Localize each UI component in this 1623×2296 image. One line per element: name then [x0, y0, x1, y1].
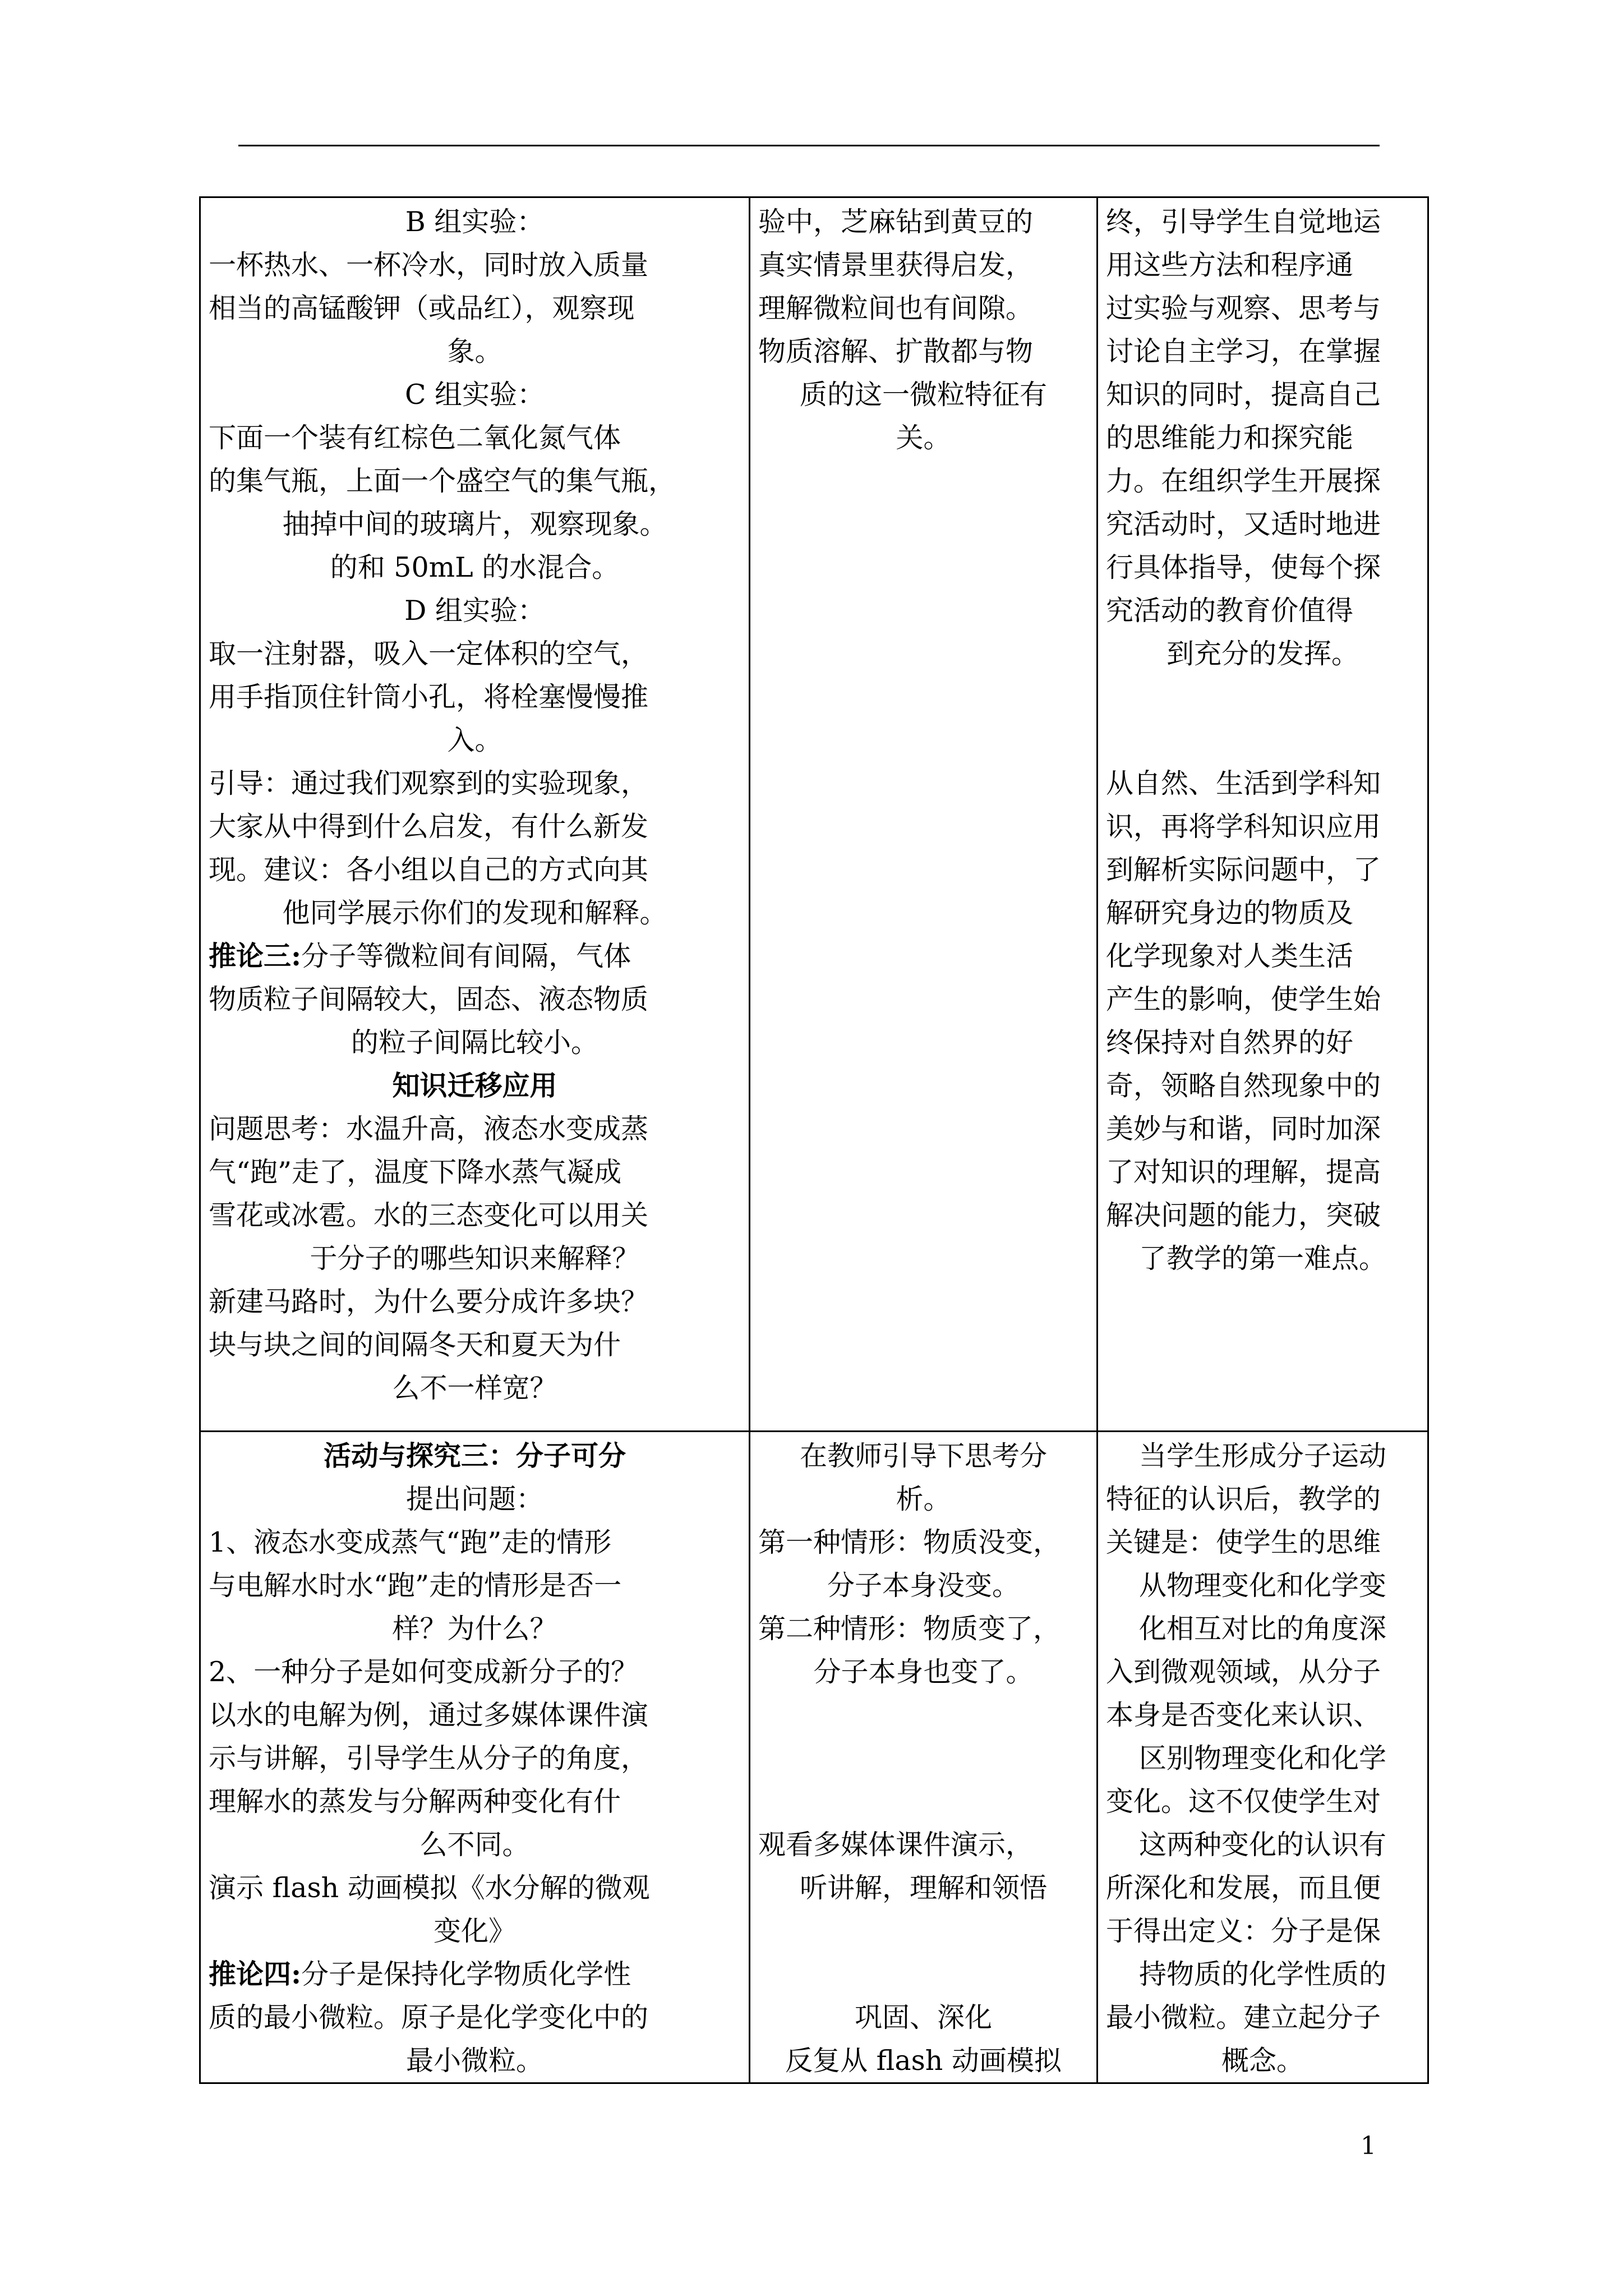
text-line [209, 503, 741, 546]
text-line [1106, 243, 1419, 287]
text-line [1106, 1953, 1419, 1996]
line-text: 最小微粒。建立起分子 [1106, 2001, 1381, 2033]
text-line [1106, 1107, 1419, 1151]
text-line [209, 330, 741, 373]
line-text: 这两种变化的认识有 [1138, 1829, 1386, 1861]
text-line [209, 935, 741, 978]
text-line [209, 1434, 741, 1478]
line-text: 理解微粒间也有间隙。 [758, 292, 1034, 324]
line-text: 分子等微粒间有间隔，气体 [301, 940, 631, 972]
text-line [1106, 1737, 1419, 1780]
spacer [758, 1694, 1089, 1823]
line-text: 一杯热水、一杯冷水，同时放入质量 [209, 249, 649, 281]
line-text: 提出问题： [405, 1483, 543, 1515]
line-text: 入到微观领域，从分子 [1106, 1656, 1381, 1688]
text-line [209, 1910, 741, 1953]
teacher-activity-text [209, 200, 741, 1410]
line-text: 在教师引导下思考分 [799, 1440, 1047, 1472]
line-text: 引导：通过我们观察到的实验现象， [209, 767, 649, 799]
line-text: 雪花或冰雹。水的三态变化可以用关 [209, 1199, 649, 1231]
text-line [758, 1823, 1089, 1866]
line-text: 物质溶解、扩散都与物 [758, 335, 1034, 367]
text-line [209, 1823, 741, 1866]
line-text: 于分子的哪些知识来解释？ [310, 1243, 640, 1274]
text-line [209, 459, 741, 503]
text-line [209, 200, 741, 243]
text-line [209, 287, 741, 330]
teacher-activity-cell [200, 1432, 750, 2083]
line-text: 相当的高锰酸钾（或品红），观察现 [209, 292, 635, 324]
text-line [209, 1478, 741, 1521]
line-text: 下面一个装有红棕色二氧化氮气体 [209, 422, 621, 454]
text-line [1106, 1151, 1419, 1194]
line-text: 解决问题的能力，突破 [1106, 1199, 1381, 1231]
text-line [209, 1323, 741, 1366]
line-text: 物质粒子间隔较大，固态、液态物质 [209, 983, 649, 1015]
text-line [758, 2039, 1089, 2082]
text-line [1106, 330, 1419, 373]
text-line [1106, 2039, 1419, 2082]
line-text: 持物质的化学性质的 [1138, 1958, 1386, 1990]
page-number: 1 [1361, 2132, 1376, 2160]
student-activity-cell [750, 1432, 1098, 2083]
text-line [209, 1151, 741, 1194]
table-row [200, 197, 1428, 1432]
text-line [1106, 1478, 1419, 1521]
line-text: 知识的同时，提高自己 [1106, 379, 1381, 411]
text-line [209, 1996, 741, 2039]
text-line [758, 1564, 1089, 1607]
line-text: 现。建议：各小组以自己的方式向其 [209, 854, 649, 886]
text-line [209, 1564, 741, 1607]
design-intent-text [1106, 200, 1419, 1280]
text-line [209, 243, 741, 287]
text-line [1106, 1866, 1419, 1910]
text-line [1106, 373, 1419, 416]
line-text: 样？为什么？ [392, 1613, 557, 1645]
text-line [758, 243, 1089, 287]
text-line [1106, 632, 1419, 675]
line-text: 了对知识的理解，提高 [1106, 1156, 1381, 1188]
line-text: 究活动的教育价值得 [1106, 595, 1354, 627]
line-text: 抽掉中间的玻璃片，观察现象。 [282, 508, 667, 540]
line-text: 么不一样宽？ [392, 1372, 557, 1404]
text-line [209, 1194, 741, 1237]
text-line [1106, 1823, 1419, 1866]
line-text: 活动与探究三：分子可分 [323, 1439, 626, 1472]
text-line [758, 1607, 1089, 1650]
text-line [758, 1478, 1089, 1521]
line-text: 特征的认识后，教学的 [1106, 1483, 1381, 1515]
line-text: 终保持对自然界的好 [1106, 1027, 1354, 1059]
teacher-activity-text [209, 1434, 741, 2082]
text-line [1106, 503, 1419, 546]
text-line [1106, 1194, 1419, 1237]
design-intent-cell [1098, 1432, 1428, 2083]
text-line [209, 632, 741, 675]
text-line [1106, 287, 1419, 330]
text-line [209, 546, 741, 589]
line-text: 行具体指导，使每个探 [1106, 551, 1381, 583]
line-text: 区别物理变化和化学 [1138, 1742, 1386, 1774]
line-text: 气“跑”走了，温度下降水蒸气凝成 [209, 1156, 622, 1188]
text-line [758, 330, 1089, 373]
line-text: C 组实验： [404, 379, 545, 411]
text-line [1106, 1607, 1419, 1650]
line-text: 理解水的蒸发与分解两种变化有什 [209, 1786, 621, 1818]
text-line [1106, 200, 1419, 243]
line-text: 1、液态水变成蒸气“跑”走的情形 [209, 1526, 612, 1558]
line-text: 奇，领略自然现象中的 [1106, 1070, 1381, 1102]
inference-label: 推论三: [209, 940, 302, 972]
line-text: 过实验与观察、思考与 [1106, 292, 1381, 324]
design-intent-text [1106, 1434, 1419, 2082]
text-line [1106, 546, 1419, 589]
text-line [209, 2039, 741, 2082]
text-line [209, 1694, 741, 1737]
text-line [209, 1237, 741, 1280]
line-text: 讨论自主学习，在掌握 [1106, 335, 1381, 367]
student-activity-text [758, 1434, 1089, 2082]
text-line [209, 675, 741, 719]
line-text: 以水的电解为例，通过多媒体课件演 [209, 1699, 649, 1731]
teacher-activity-cell [200, 197, 750, 1432]
line-text: 美妙与和谐，同时加深 [1106, 1113, 1381, 1145]
text-line [1106, 848, 1419, 891]
line-text: 本身是否变化来认识、 [1106, 1699, 1381, 1731]
line-text: 反复从 flash 动画模拟 [785, 2045, 1062, 2077]
text-line [209, 1280, 741, 1323]
text-line [209, 1650, 741, 1694]
text-line [758, 416, 1089, 459]
text-line [1106, 805, 1419, 848]
line-text: 真实情景里获得启发， [758, 249, 1034, 281]
line-text: 巩固、深化 [854, 2001, 992, 2033]
text-line [1106, 416, 1419, 459]
text-line [209, 1737, 741, 1780]
text-line [209, 1521, 741, 1564]
text-line [209, 1366, 741, 1410]
line-text: 析。 [896, 1483, 951, 1515]
line-text: 知识迁移应用 [392, 1069, 557, 1102]
line-text: 分子本身也变了。 [813, 1656, 1034, 1688]
text-line [758, 1434, 1089, 1478]
line-text: 分子是保持化学物质化学性 [301, 1958, 631, 1990]
line-text: 么不同。 [419, 1829, 530, 1861]
text-line [209, 762, 741, 805]
line-text: 的思维能力和探究能 [1106, 422, 1354, 454]
line-text: 第一种情形：物质没变， [758, 1526, 1061, 1558]
line-text: 关键是：使学生的思维 [1106, 1526, 1381, 1558]
line-text: 从自然、生活到学科知 [1106, 767, 1381, 799]
text-line [1106, 1021, 1419, 1064]
text-line [1106, 1237, 1419, 1280]
header-rule [238, 145, 1380, 146]
design-intent-cell [1098, 197, 1428, 1432]
text-line [1106, 762, 1419, 805]
text-line [1106, 1650, 1419, 1694]
text-line [1106, 589, 1419, 632]
line-text: 与电解水时水“跑”走的情形是否一 [209, 1570, 622, 1602]
line-text: 入。 [447, 724, 502, 756]
text-line [209, 416, 741, 459]
text-line [209, 978, 741, 1021]
line-text: 新建马路时，为什么要分成许多块？ [209, 1286, 649, 1318]
text-line [209, 891, 741, 935]
line-text: 关。 [896, 422, 951, 454]
line-text: 概念。 [1221, 2045, 1304, 2077]
text-line [1106, 1064, 1419, 1107]
line-text: 于得出定义：分子是保 [1106, 1915, 1381, 1947]
line-text: 从物理变化和化学变 [1138, 1570, 1386, 1602]
text-line [209, 1064, 741, 1107]
text-line [758, 373, 1089, 416]
line-text: 用手指顶住针筒小孔，将栓塞慢慢推 [209, 681, 649, 713]
line-text: 验中，芝麻钻到黄豆的 [758, 206, 1034, 238]
text-line [209, 805, 741, 848]
text-line [1106, 978, 1419, 1021]
text-line [209, 719, 741, 762]
spacer [758, 1910, 1089, 1996]
line-text: 产生的影响，使学生始 [1106, 983, 1381, 1015]
text-line [209, 1866, 741, 1910]
line-text: D 组实验： [404, 595, 545, 627]
inference-label: 推论四: [209, 1958, 302, 1990]
line-text: 他同学展示你们的发现和解释。 [282, 897, 667, 929]
line-text: 问题思考：水温升高，液态水变成蒸 [209, 1113, 649, 1145]
line-text: 的集气瓶，上面一个盛空气的集气瓶， [209, 465, 676, 497]
text-line [1106, 1996, 1419, 2039]
line-text: 质的这一微粒特征有 [799, 379, 1047, 411]
text-line [1106, 1434, 1419, 1478]
line-text: 观看多媒体课件演示， [758, 1829, 1034, 1861]
line-text: 分子本身没变。 [827, 1570, 1020, 1602]
line-text: 质的最小微粒。原子是化学变化中的 [209, 2001, 649, 2033]
text-line [758, 287, 1089, 330]
student-activity-cell [750, 197, 1098, 1432]
line-text: 解研究身边的物质及 [1106, 897, 1354, 929]
text-line [758, 1650, 1089, 1694]
line-text: 到解析实际问题中，了 [1106, 854, 1381, 886]
text-line [1106, 935, 1419, 978]
text-line [1106, 1521, 1419, 1564]
line-text: 变化》 [433, 1915, 516, 1947]
table-row [200, 1432, 1428, 2083]
line-text: 当学生形成分子运动 [1138, 1440, 1386, 1472]
line-text: 识，再将学科知识应用 [1106, 811, 1381, 843]
text-line [1106, 1564, 1419, 1607]
spacer [1106, 675, 1419, 762]
line-text: 究活动时，又适时地进 [1106, 508, 1381, 540]
line-text: 化相互对比的角度深 [1138, 1613, 1386, 1645]
text-line [758, 1996, 1089, 2039]
line-text: 的和 50mL 的水混合。 [330, 551, 620, 583]
text-line [209, 589, 741, 632]
line-text: 变化。这不仅使学生对 [1106, 1786, 1381, 1818]
line-text: B 组实验： [405, 206, 545, 238]
text-line [209, 1021, 741, 1064]
text-line [1106, 1694, 1419, 1737]
line-text: 化学现象对人类生活 [1106, 940, 1354, 972]
student-activity-text [758, 200, 1089, 459]
line-text: 终，引导学生自觉地运 [1106, 206, 1381, 238]
text-line [1106, 1910, 1419, 1953]
line-text: 所深化和发展，而且便 [1106, 1872, 1381, 1904]
line-text: 了教学的第一难点。 [1138, 1243, 1386, 1274]
line-text: 块与块之间的间隔冬天和夏天为什 [209, 1329, 621, 1361]
text-line [758, 200, 1089, 243]
text-line [209, 1607, 741, 1650]
text-line [209, 848, 741, 891]
line-text: 象。 [447, 335, 502, 367]
line-text: 取一注射器，吸入一定体积的空气， [209, 638, 649, 670]
text-line [758, 1866, 1089, 1910]
line-text: 2、一种分子是如何变成新分子的？ [209, 1656, 639, 1688]
line-text: 演示 flash 动画模拟《水分解的微观 [209, 1872, 650, 1904]
text-line [209, 1780, 741, 1823]
line-text: 示与讲解，引导学生从分子的角度， [209, 1742, 649, 1774]
text-line [209, 1107, 741, 1151]
text-line [1106, 1780, 1419, 1823]
text-line [209, 373, 741, 416]
line-text: 最小微粒。 [405, 2045, 543, 2077]
line-text: 到充分的发挥。 [1166, 638, 1359, 670]
text-line [758, 1521, 1089, 1564]
line-text: 用这些方法和程序通 [1106, 249, 1354, 281]
line-text: 力。在组织学生开展探 [1106, 465, 1381, 497]
lesson-plan-table [199, 196, 1429, 2084]
line-text: 的粒子间隔比较小。 [351, 1027, 598, 1059]
line-text: 听讲解，理解和领悟 [799, 1872, 1047, 1904]
line-text: 大家从中得到什么启发，有什么新发 [209, 811, 649, 843]
line-text: 第二种情形：物质变了， [758, 1613, 1061, 1645]
text-line [1106, 891, 1419, 935]
text-line [209, 1953, 741, 1996]
text-line [1106, 459, 1419, 503]
